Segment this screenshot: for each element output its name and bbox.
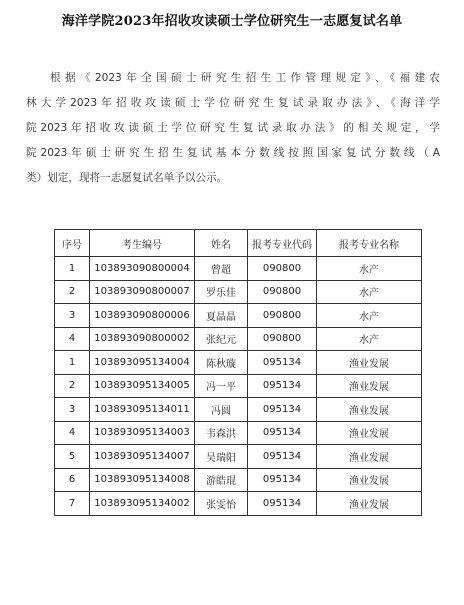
major-name-cell: 渔业发展 <box>317 351 422 375</box>
major-code-cell: 090800 <box>248 257 317 281</box>
name-cell: 冯一平 <box>195 374 248 398</box>
table-row <box>55 468 422 492</box>
candidate-id-cell: 103893095134011 <box>90 398 195 422</box>
major-code-header: 报考专业代码 <box>248 230 317 257</box>
candidate-id-cell: 103893090800002 <box>90 327 195 351</box>
serial-number-header: 序号 <box>55 230 90 257</box>
serial-number-cell: 7 <box>55 492 90 516</box>
major-name-cell: 渔业发展 <box>317 374 422 398</box>
serial-number-cell: 2 <box>55 280 90 304</box>
major-name-cell: 渔业发展 <box>317 421 422 445</box>
serial-number-cell: 1 <box>55 257 90 281</box>
major-code-cell: 090800 <box>248 327 317 351</box>
candidate-id-cell: 103893090800007 <box>90 280 195 304</box>
serial-number-cell: 4 <box>55 327 90 351</box>
name-cell: 曾超 <box>195 257 248 281</box>
major-code-cell: 095134 <box>248 374 317 398</box>
major-code-cell: 095134 <box>248 492 317 516</box>
table-row <box>55 304 422 328</box>
name-cell: 冯圆 <box>195 398 248 422</box>
major-code-cell: 095134 <box>248 445 317 469</box>
table-row <box>55 351 422 375</box>
candidate-id-cell: 103893095134002 <box>90 492 195 516</box>
candidate-id-header: 考生编号 <box>90 230 195 257</box>
major-name-cell: 渔业发展 <box>317 445 422 469</box>
serial-number-cell: 2 <box>55 374 90 398</box>
major-code-cell: 095134 <box>248 351 317 375</box>
name-cell: 张纪元 <box>195 327 248 351</box>
major-name-cell: 水产 <box>317 327 422 351</box>
candidate-id-cell: 103893095134005 <box>90 374 195 398</box>
page-title: 海洋学院2023年招收攻读硕士学位研究生一志愿复试名单 <box>61 14 403 29</box>
serial-number-cell: 1 <box>55 351 90 375</box>
name-cell: 罗乐佳 <box>195 280 248 304</box>
table-row <box>55 327 422 351</box>
major-code-cell: 095134 <box>248 421 317 445</box>
table-row <box>55 421 422 445</box>
candidate-id-cell: 103893090800004 <box>90 257 195 281</box>
intro-line: 根据《2023年全国硕士研究生招生工作管理规定》、《福建农 <box>50 72 440 84</box>
name-cell: 张雯怡 <box>195 492 248 516</box>
candidate-id-cell: 103893095134003 <box>90 421 195 445</box>
serial-number-cell: 3 <box>55 304 90 328</box>
intro-line: 类）划定，现将一志愿复试名单予以公示。 <box>26 172 228 184</box>
major-code-cell: 095134 <box>248 398 317 422</box>
candidate-id-cell: 103893090800006 <box>90 304 195 328</box>
name-cell: 夏晶晶 <box>195 304 248 328</box>
major-name-cell: 渔业发展 <box>317 492 422 516</box>
major-name-header: 报考专业名称 <box>317 230 422 257</box>
table-row <box>55 492 422 516</box>
serial-number-cell: 4 <box>55 421 90 445</box>
table-row <box>55 445 422 469</box>
candidate-id-cell: 103893095134007 <box>90 445 195 469</box>
name-cell: 韦森洪 <box>195 421 248 445</box>
intro-line: 林大学2023年招收攻读硕士学位研究生复试录取办法》、《海洋学 <box>26 97 440 109</box>
name-cell: 游皓琨 <box>195 468 248 492</box>
table-header-row <box>55 230 422 257</box>
major-name-cell: 水产 <box>317 257 422 281</box>
serial-number-cell: 3 <box>55 398 90 422</box>
candidate-table <box>54 229 422 516</box>
table-row <box>55 374 422 398</box>
serial-number-cell: 6 <box>55 468 90 492</box>
major-name-cell: 水产 <box>317 280 422 304</box>
major-name-cell: 渔业发展 <box>317 398 422 422</box>
table-row <box>55 398 422 422</box>
name-header: 姓名 <box>195 230 248 257</box>
intro-line: 院2023年硕士研究生招生复试基本分数线按照国家复试分数线（A <box>26 147 440 159</box>
serial-number-cell: 5 <box>55 445 90 469</box>
major-code-cell: 095134 <box>248 468 317 492</box>
major-name-cell: 水产 <box>317 304 422 328</box>
name-cell: 吴瑞阳 <box>195 445 248 469</box>
major-code-cell: 090800 <box>248 304 317 328</box>
candidate-id-cell: 103893095134008 <box>90 468 195 492</box>
major-name-cell: 渔业发展 <box>317 468 422 492</box>
candidate-id-cell: 103893095134004 <box>90 351 195 375</box>
name-cell: 陈秋璇 <box>195 351 248 375</box>
major-code-cell: 090800 <box>248 280 317 304</box>
table-row <box>55 280 422 304</box>
intro-paragraph <box>26 66 440 191</box>
table-row <box>55 257 422 281</box>
intro-line: 院2023年招收攻读硕士学位研究生复试录取办法》的相关规定，学 <box>26 122 440 134</box>
